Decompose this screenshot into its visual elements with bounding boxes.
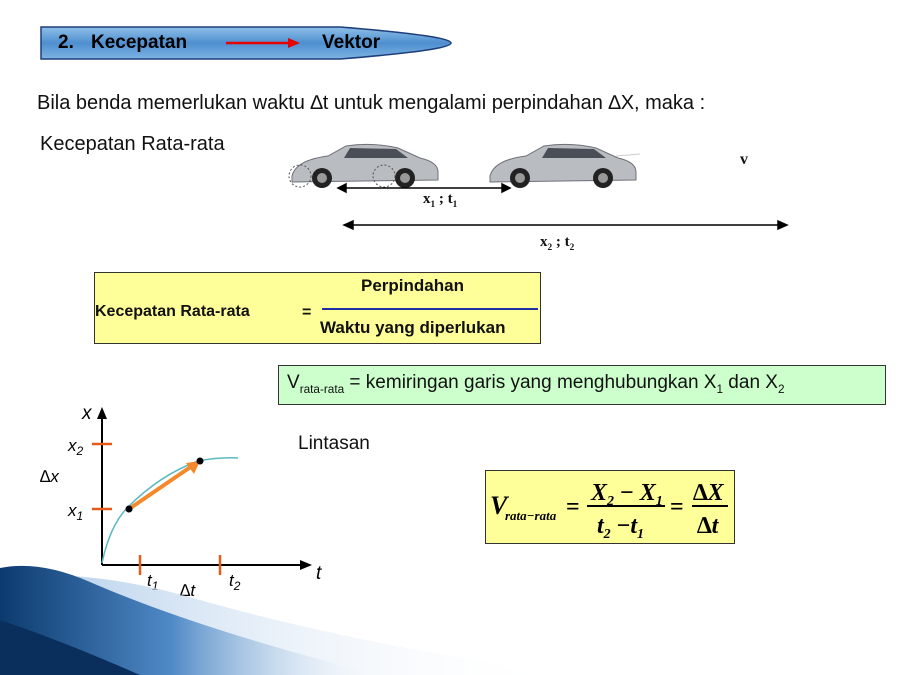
slope-definition-text: $V_{rata-rata}$ = kemiringan garis yang menghubungkan $X_1$ dan $X_2$ xyxy=(287,372,785,396)
trajectory-label: Lintasan xyxy=(298,433,370,454)
trajectory-curve xyxy=(102,458,238,563)
intro-text: Bila benda memerlukan waktu ∆t untuk mengalami perpindahan ∆X, maka : xyxy=(37,92,706,114)
formula-denominator: Waktu yang diperlukan xyxy=(320,318,506,337)
x-axis-label: t xyxy=(316,563,322,584)
x1-label: $x_1$ xyxy=(68,501,84,523)
section-title-right: Vektor xyxy=(322,32,381,53)
symbolic-formula xyxy=(485,470,735,544)
x2-label: $x_2$ xyxy=(68,436,84,458)
section-title-left: Kecepatan xyxy=(91,32,188,53)
formula-den-1: $t_2 -t_1$ xyxy=(597,513,645,542)
x1-t1-label: $x_1$ ; $t_1$ xyxy=(423,191,458,210)
t1-label: $t_1$ xyxy=(147,571,159,593)
secant-arrow xyxy=(129,466,192,509)
formula-lhs: Kecepatan Rata-rata xyxy=(95,303,250,320)
t2-label: $t_2$ xyxy=(229,571,241,593)
equals-2: = xyxy=(670,494,684,520)
average-velocity-label: Kecepatan Rata-rata xyxy=(40,133,225,155)
arrow-x2 xyxy=(344,221,787,229)
x2-t2-label: $x_2$ ; $t_2$ xyxy=(540,234,575,253)
point-1 xyxy=(126,506,133,513)
formula-v-sub: rata−rata xyxy=(505,508,557,523)
point-2 xyxy=(197,458,204,465)
car-end-image xyxy=(490,144,640,188)
formula-v: V xyxy=(490,491,508,520)
formula-equals: = xyxy=(302,304,312,321)
formula-den-2: ∆t xyxy=(697,513,719,539)
slide-corner-decoration xyxy=(0,560,900,675)
velocity-symbol: v xyxy=(740,151,748,168)
delta-x-label: ∆x xyxy=(40,467,59,486)
formula-numerator: Perpindahan xyxy=(361,276,464,295)
y-axis-label: x xyxy=(82,403,92,424)
section-number: 2. xyxy=(58,32,74,53)
formula-num-1: $X_2 - X_1$ xyxy=(591,480,663,509)
delta-t-label: ∆t xyxy=(180,581,196,600)
equals-1: = xyxy=(566,494,580,520)
y-axis-arrow xyxy=(97,407,107,419)
formula-num-2: ∆X xyxy=(693,480,724,506)
fraction-bar xyxy=(322,308,538,310)
car-start-image xyxy=(289,144,438,188)
